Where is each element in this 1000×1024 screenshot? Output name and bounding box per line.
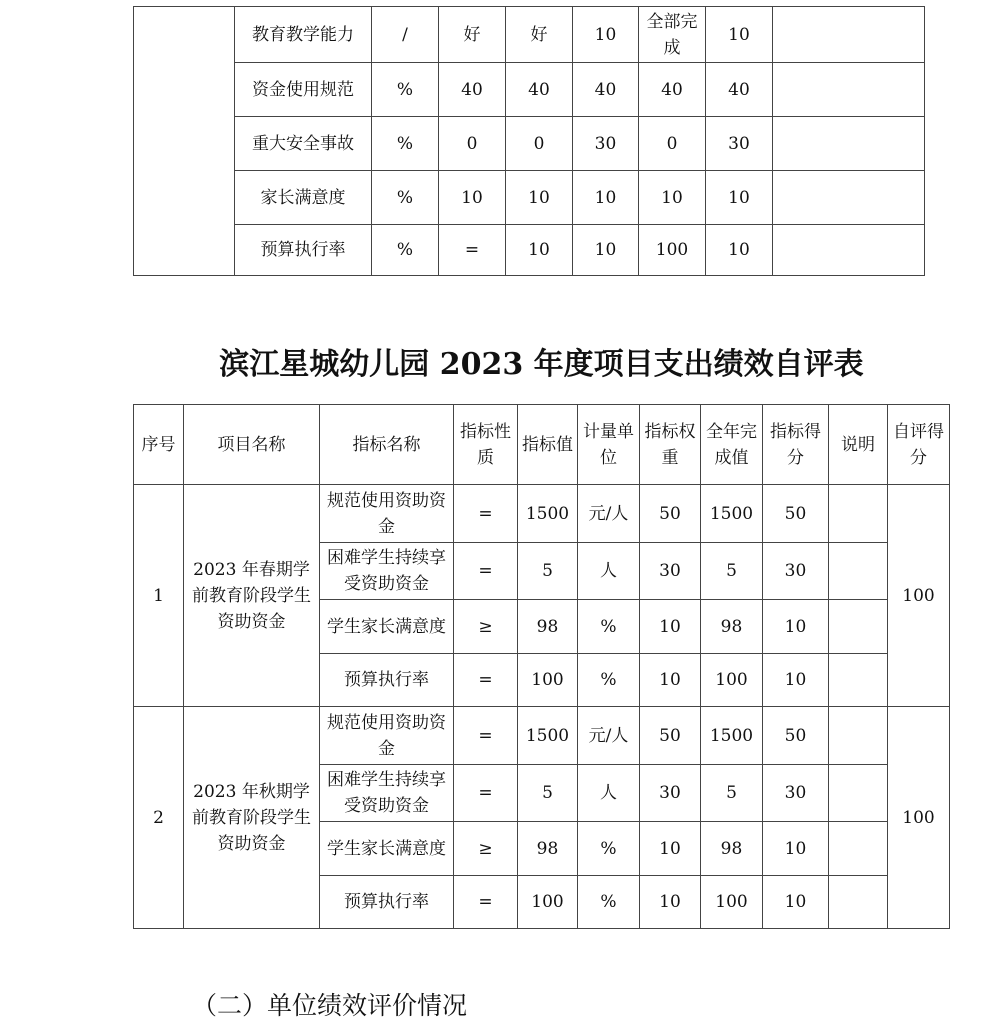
performance-table xyxy=(133,404,950,929)
table-cell: 教育教学能力 xyxy=(235,7,372,63)
table-cell: 10 xyxy=(573,7,639,63)
indicator-name-cell: 困难学生持续享受资助资金 xyxy=(320,765,454,822)
project-name-cell: 2023 年春期学前教育阶段学生资助资金 xyxy=(184,485,320,707)
table-cell: 0 xyxy=(639,117,706,171)
table-cell: % xyxy=(372,117,439,171)
indicator-weight-cell: 10 xyxy=(640,600,701,654)
indicator-unit-cell: % xyxy=(578,654,640,707)
table-cell: 全部完成 xyxy=(639,7,706,63)
indicator-value-cell: 5 xyxy=(518,543,578,600)
indicator-note-cell xyxy=(829,600,888,654)
table-cell: % xyxy=(372,225,439,276)
table-cell: 10 xyxy=(506,225,573,276)
column-header: 指标名称 xyxy=(320,405,454,485)
indicator-weight-cell: 50 xyxy=(640,707,701,765)
table-cell: = xyxy=(439,225,506,276)
table-cell: 10 xyxy=(573,171,639,225)
indicator-weight-cell: 10 xyxy=(640,822,701,876)
indicator-note-cell xyxy=(829,707,888,765)
indicator-unit-cell: % xyxy=(578,600,640,654)
indicator-weight-cell: 30 xyxy=(640,543,701,600)
table-cell: 10 xyxy=(573,225,639,276)
table-cell: 10 xyxy=(639,171,706,225)
indicator-points-cell: 30 xyxy=(763,543,829,600)
table-cell xyxy=(773,171,925,225)
indicator-unit-cell: 人 xyxy=(578,543,640,600)
indicator-note-cell xyxy=(829,765,888,822)
indicator-value-cell: 98 xyxy=(518,822,578,876)
indicator-nature-cell: = xyxy=(454,765,518,822)
table-cell: / xyxy=(372,7,439,63)
column-header: 说明 xyxy=(829,405,888,485)
indicator-unit-cell: 元/人 xyxy=(578,707,640,765)
indicator-name-cell: 预算执行率 xyxy=(320,654,454,707)
indicator-unit-cell: % xyxy=(578,822,640,876)
indicator-value-cell: 5 xyxy=(518,765,578,822)
indicator-weight-cell: 30 xyxy=(640,765,701,822)
table-cell: 30 xyxy=(573,117,639,171)
indicator-done-cell: 1500 xyxy=(701,707,763,765)
indicator-points-cell: 10 xyxy=(763,654,829,707)
page-title: 滨江星城幼儿园 2023 年度项目支出绩效自评表 xyxy=(219,347,864,382)
table-cell: 40 xyxy=(506,63,573,117)
column-header: 指标性质 xyxy=(454,405,518,485)
indicator-done-cell: 98 xyxy=(701,822,763,876)
table-cell: 0 xyxy=(506,117,573,171)
indicator-value-cell: 1500 xyxy=(518,485,578,543)
table-row xyxy=(134,117,925,171)
indicator-unit-cell: % xyxy=(578,876,640,929)
indicator-nature-cell: ≥ xyxy=(454,600,518,654)
indicator-nature-cell: = xyxy=(454,543,518,600)
indicator-points-cell: 10 xyxy=(763,822,829,876)
indicator-done-cell: 100 xyxy=(701,876,763,929)
indicator-weight-cell: 50 xyxy=(640,485,701,543)
table-cell: 40 xyxy=(639,63,706,117)
table-cell: 40 xyxy=(439,63,506,117)
indicator-value-cell: 100 xyxy=(518,654,578,707)
self-score-cell: 100 xyxy=(888,707,950,929)
indicator-done-cell: 1500 xyxy=(701,485,763,543)
table-cell: 好 xyxy=(439,7,506,63)
self-score-cell: 100 xyxy=(888,485,950,707)
merged-blank-cell xyxy=(134,7,235,276)
table-cell: 30 xyxy=(706,117,773,171)
indicator-done-cell: 5 xyxy=(701,543,763,600)
indicator-note-cell xyxy=(829,485,888,543)
indicator-points-cell: 30 xyxy=(763,765,829,822)
table-row xyxy=(134,707,950,765)
table-cell xyxy=(773,7,925,63)
column-header: 全年完成值 xyxy=(701,405,763,485)
table-cell xyxy=(773,225,925,276)
indicator-nature-cell: = xyxy=(454,485,518,543)
indicator-name-cell: 预算执行率 xyxy=(320,876,454,929)
table-cell xyxy=(773,63,925,117)
indicator-nature-cell: = xyxy=(454,654,518,707)
table-cell: 0 xyxy=(439,117,506,171)
sequence-cell: 2 xyxy=(134,707,184,929)
table-cell: 10 xyxy=(706,225,773,276)
indicator-nature-cell: ≥ xyxy=(454,822,518,876)
column-header: 指标得分 xyxy=(763,405,829,485)
table-cell xyxy=(773,117,925,171)
indicator-unit-cell: 人 xyxy=(578,765,640,822)
indicator-note-cell xyxy=(829,654,888,707)
table-row xyxy=(134,7,925,63)
indicator-done-cell: 5 xyxy=(701,765,763,822)
indicator-name-cell: 学生家长满意度 xyxy=(320,600,454,654)
indicator-note-cell xyxy=(829,876,888,929)
indicator-value-cell: 100 xyxy=(518,876,578,929)
table-row xyxy=(134,485,950,543)
indicator-weight-cell: 10 xyxy=(640,654,701,707)
indicator-nature-cell: = xyxy=(454,707,518,765)
column-header: 自评得分 xyxy=(888,405,950,485)
table-cell: 40 xyxy=(706,63,773,117)
section-heading: （二）单位绩效评价情况 xyxy=(192,991,468,1020)
table-cell: 10 xyxy=(706,7,773,63)
table-row xyxy=(134,171,925,225)
indicator-note-cell xyxy=(829,822,888,876)
indicator-note-cell xyxy=(829,543,888,600)
table-cell: % xyxy=(372,171,439,225)
table-row xyxy=(134,225,925,276)
table-cell: 10 xyxy=(706,171,773,225)
indicator-done-cell: 100 xyxy=(701,654,763,707)
indicator-name-cell: 规范使用资助资金 xyxy=(320,707,454,765)
indicator-value-cell: 98 xyxy=(518,600,578,654)
column-header: 指标权重 xyxy=(640,405,701,485)
column-header: 序号 xyxy=(134,405,184,485)
indicator-value-cell: 1500 xyxy=(518,707,578,765)
top-table xyxy=(133,6,925,276)
table-cell: 好 xyxy=(506,7,573,63)
indicator-points-cell: 50 xyxy=(763,707,829,765)
indicator-name-cell: 学生家长满意度 xyxy=(320,822,454,876)
project-name-cell: 2023 年秋期学前教育阶段学生资助资金 xyxy=(184,707,320,929)
table-cell: 40 xyxy=(573,63,639,117)
table-row xyxy=(134,63,925,117)
table-cell: % xyxy=(372,63,439,117)
indicator-points-cell: 10 xyxy=(763,600,829,654)
indicator-points-cell: 10 xyxy=(763,876,829,929)
indicator-done-cell: 98 xyxy=(701,600,763,654)
indicator-points-cell: 50 xyxy=(763,485,829,543)
table-cell: 100 xyxy=(639,225,706,276)
indicator-unit-cell: 元/人 xyxy=(578,485,640,543)
table-cell: 预算执行率 xyxy=(235,225,372,276)
table-cell: 10 xyxy=(506,171,573,225)
indicator-name-cell: 规范使用资助资金 xyxy=(320,485,454,543)
column-header: 计量单位 xyxy=(578,405,640,485)
table-cell: 资金使用规范 xyxy=(235,63,372,117)
table-cell: 重大安全事故 xyxy=(235,117,372,171)
indicator-name-cell: 困难学生持续享受资助资金 xyxy=(320,543,454,600)
column-header: 指标值 xyxy=(518,405,578,485)
indicator-nature-cell: = xyxy=(454,876,518,929)
table-cell: 家长满意度 xyxy=(235,171,372,225)
sequence-cell: 1 xyxy=(134,485,184,707)
column-header: 项目名称 xyxy=(184,405,320,485)
table-cell: 10 xyxy=(439,171,506,225)
indicator-weight-cell: 10 xyxy=(640,876,701,929)
